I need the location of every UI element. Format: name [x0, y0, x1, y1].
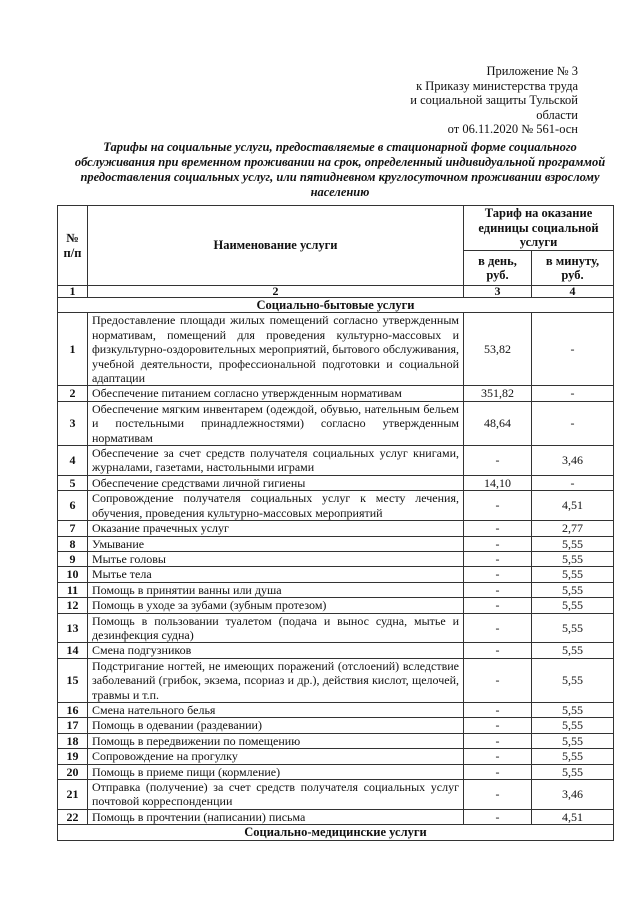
price-per-day: -	[464, 658, 532, 702]
price-per-day: -	[464, 702, 532, 717]
tariff-table	[57, 205, 614, 841]
row-number: 8	[58, 536, 88, 551]
service-name: Обеспечение за счет средств получателя социальных услуг книгами, журналами, газетами, настольными играми	[88, 446, 464, 476]
price-per-minute: 5,55	[532, 764, 614, 779]
price-per-minute: -	[532, 475, 614, 490]
price-per-day: -	[464, 598, 532, 613]
service-name: Подстригание ногтей, не имеющих поражений (отслоений) вследствие заболеваний (грибок, экзема, псориаз и др.), действия кислот, щелочей, травмы и т.п.	[88, 658, 464, 702]
price-per-minute: 5,55	[532, 536, 614, 551]
row-number: 16	[58, 702, 88, 717]
price-per-minute: 5,55	[532, 643, 614, 658]
price-per-minute: 2,77	[532, 521, 614, 536]
table-row	[58, 401, 614, 445]
row-number: 1	[58, 313, 88, 386]
price-per-day: -	[464, 582, 532, 597]
price-per-day: -	[464, 643, 532, 658]
service-name: Помощь в прочтении (написании) письма	[88, 809, 464, 824]
price-per-minute: 5,55	[532, 582, 614, 597]
service-name: Обеспечение мягким инвентарем (одеждой, обувью, нательным бельем и постельными принадлежностями) согласно утвержденным нормативам	[88, 401, 464, 445]
service-name: Смена нательного белья	[88, 702, 464, 717]
header-per-day: в день, руб.	[464, 251, 532, 286]
service-name: Оказание прачечных услуг	[88, 521, 464, 536]
row-number: 5	[58, 475, 88, 490]
price-per-day: -	[464, 613, 532, 643]
table-row	[58, 521, 614, 536]
service-name: Смена подгузников	[88, 643, 464, 658]
row-number: 18	[58, 733, 88, 748]
table-row	[58, 764, 614, 779]
price-per-day: -	[464, 446, 532, 476]
price-per-day: -	[464, 780, 532, 810]
row-number: 22	[58, 809, 88, 824]
row-number: 21	[58, 780, 88, 810]
price-per-day: 351,82	[464, 386, 532, 401]
header-tariff: Тариф на оказание единицы социальной услуги	[464, 206, 614, 251]
service-name: Сопровождение на прогулку	[88, 749, 464, 764]
price-per-day: 14,10	[464, 475, 532, 490]
service-name: Мытье тела	[88, 567, 464, 582]
price-per-day: -	[464, 764, 532, 779]
price-per-minute: 5,55	[532, 702, 614, 717]
price-per-minute: 4,51	[532, 491, 614, 521]
price-per-minute: 3,46	[532, 780, 614, 810]
appendix-line: Приложение № 3	[486, 64, 578, 78]
section-title: Социально-бытовые услуги	[58, 298, 614, 313]
section-title: Социально-медицинские услуги	[58, 825, 614, 840]
price-per-day: 48,64	[464, 401, 532, 445]
service-name: Обеспечение питанием согласно утвержденным нормативам	[88, 386, 464, 401]
appendix-line: области	[536, 107, 578, 122]
price-per-day: -	[464, 521, 532, 536]
price-per-minute: -	[532, 401, 614, 445]
price-per-minute: 5,55	[532, 749, 614, 764]
section-row	[58, 825, 614, 840]
service-name: Помощь в передвижении по помещению	[88, 733, 464, 748]
row-number: 20	[58, 764, 88, 779]
table-row	[58, 446, 614, 476]
table-row	[58, 475, 614, 490]
row-number: 17	[58, 718, 88, 733]
table-row	[58, 780, 614, 810]
service-name: Помощь в принятии ванны или душа	[88, 582, 464, 597]
table-row	[58, 567, 614, 582]
appendix-line: от 06.11.2020 № 561-осн	[447, 122, 578, 136]
header-per-minute: в минуту, руб.	[532, 251, 614, 286]
row-number: 15	[58, 658, 88, 702]
price-per-minute: 5,55	[532, 718, 614, 733]
price-per-day: -	[464, 809, 532, 824]
service-name: Предоставление площади жилых помещений согласно утвержденным нормативам, помещений для проведения культурно-массовых и физкультурно-оздоровительных мероприятий, бытового обслуживания, учебной деятельности, профессиональной подготовки и социальной адаптации	[88, 313, 464, 386]
price-per-day: -	[464, 733, 532, 748]
row-number: 11	[58, 582, 88, 597]
index-cell: 3	[464, 286, 532, 298]
price-per-minute: 5,55	[532, 551, 614, 566]
row-number: 13	[58, 613, 88, 643]
table-row	[58, 598, 614, 613]
table-row	[58, 491, 614, 521]
service-name: Помощь в приеме пищи (кормление)	[88, 764, 464, 779]
price-per-minute: 4,51	[532, 809, 614, 824]
row-number: 7	[58, 521, 88, 536]
table-row	[58, 643, 614, 658]
price-per-day: -	[464, 567, 532, 582]
table-row	[58, 733, 614, 748]
row-number: 14	[58, 643, 88, 658]
table-row	[58, 313, 614, 386]
price-per-day: -	[464, 536, 532, 551]
service-name: Умывание	[88, 536, 464, 551]
price-per-minute: -	[532, 313, 614, 386]
price-per-minute: 5,55	[532, 613, 614, 643]
table-row	[58, 749, 614, 764]
index-cell: 4	[532, 286, 614, 298]
table-row	[58, 551, 614, 566]
price-per-day: 53,82	[464, 313, 532, 386]
price-per-day: -	[464, 718, 532, 733]
service-name: Мытье головы	[88, 551, 464, 566]
price-per-minute: 5,55	[532, 658, 614, 702]
table-row	[58, 582, 614, 597]
service-name: Сопровождение получателя социальных услуг к месту лечения, обучения, проведения культурно-массовых мероприятий	[88, 491, 464, 521]
row-number: 12	[58, 598, 88, 613]
row-number: 6	[58, 491, 88, 521]
service-name: Обеспечение средствами личной гигиены	[88, 475, 464, 490]
row-number: 10	[58, 567, 88, 582]
table-row	[58, 613, 614, 643]
index-cell: 1	[58, 286, 88, 298]
price-per-minute: 5,55	[532, 733, 614, 748]
row-number: 19	[58, 749, 88, 764]
row-number: 4	[58, 446, 88, 476]
row-number: 9	[58, 551, 88, 566]
header-num: № п/п	[58, 206, 88, 286]
service-name: Отправка (получение) за счет средств получателя социальных услуг почтовой корреспонденции	[88, 780, 464, 810]
table-row	[58, 658, 614, 702]
table-row	[58, 702, 614, 717]
appendix-header	[410, 64, 578, 137]
index-cell: 2	[88, 286, 464, 298]
document-title: Тарифы на социальные услуги, предоставляемые в стационарной форме социального обслуживания при временном проживании на срок, определенный индивидуальной программой предоставления социальных услуг, или пятидневном круглосуточном проживании взрослому населению	[74, 140, 606, 199]
table-row	[58, 536, 614, 551]
appendix-line: к Приказу министерства труда	[416, 78, 578, 93]
appendix-line: и социальной защиты Тульской	[410, 93, 578, 107]
column-index-row	[58, 286, 614, 298]
service-name: Помощь в одевании (раздевании)	[88, 718, 464, 733]
service-name: Помощь в пользовании туалетом (подача и вынос судна, мытье и дезинфекция судна)	[88, 613, 464, 643]
row-number: 3	[58, 401, 88, 445]
service-name: Помощь в уходе за зубами (зубным протезом)	[88, 598, 464, 613]
price-per-day: -	[464, 551, 532, 566]
price-per-minute: -	[532, 386, 614, 401]
price-per-day: -	[464, 749, 532, 764]
table-row	[58, 386, 614, 401]
price-per-minute: 5,55	[532, 567, 614, 582]
price-per-minute: 5,55	[532, 598, 614, 613]
header-name: Наименование услуги	[88, 206, 464, 286]
table-row	[58, 718, 614, 733]
price-per-minute: 3,46	[532, 446, 614, 476]
section-row	[58, 298, 614, 313]
price-per-day: -	[464, 491, 532, 521]
table-row	[58, 809, 614, 824]
row-number: 2	[58, 386, 88, 401]
